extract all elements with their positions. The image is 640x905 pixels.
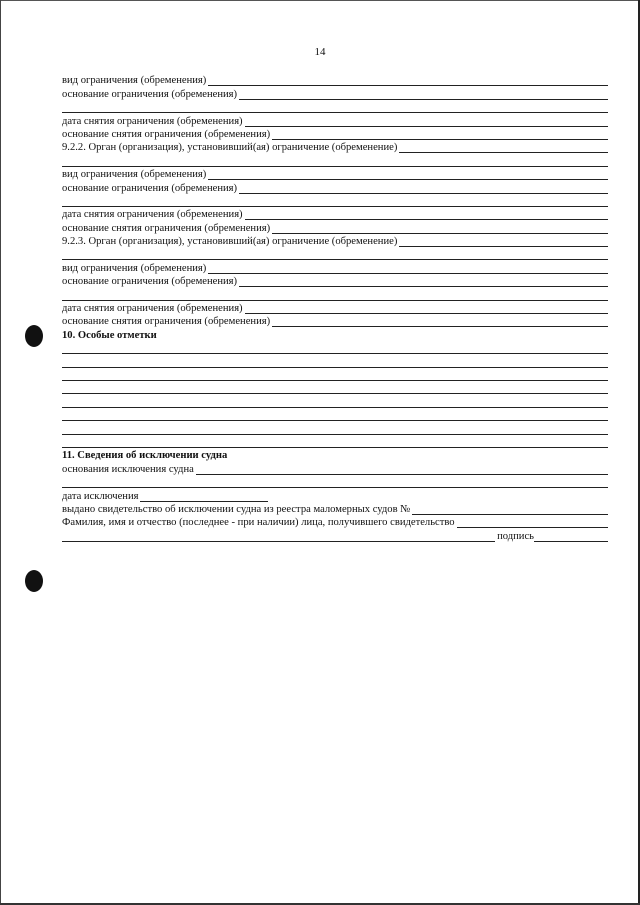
blank-line[interactable] [62, 411, 608, 421]
notes-line [62, 422, 608, 435]
form-row [62, 141, 608, 154]
form-row [62, 503, 608, 516]
form-row [62, 315, 608, 328]
field-label: основание снятия ограничения (обременения) [62, 316, 271, 328]
form-row [62, 195, 608, 208]
blank-line[interactable] [399, 237, 608, 247]
blank-line[interactable] [62, 371, 608, 381]
blank-line[interactable] [62, 358, 608, 368]
blank-line[interactable] [62, 398, 608, 408]
recipient-name-line[interactable] [457, 518, 608, 528]
blank-line[interactable] [208, 264, 608, 274]
blank-line[interactable] [272, 224, 608, 234]
form-row [62, 114, 608, 127]
form-row [62, 87, 608, 100]
form-row [62, 489, 608, 502]
field-label: вид ограничения (обременения) [62, 169, 207, 181]
form-row [62, 476, 608, 489]
signature-label: подпись [497, 530, 534, 542]
blank-line[interactable] [239, 90, 608, 100]
notes-line [62, 409, 608, 422]
blank-line[interactable] [62, 103, 608, 113]
recipient-name-continuation-line[interactable] [62, 532, 495, 542]
notes-line [62, 436, 608, 449]
field-label: 9.2.3. Орган (организация), установивший(ая) ограничение (обременение) [62, 236, 398, 248]
section-10-heading-row [62, 328, 608, 341]
field-label: дата снятия ограничения (обременения) [62, 209, 243, 221]
blank-line[interactable] [62, 157, 608, 167]
exclusion-basis-line[interactable] [196, 465, 608, 475]
form-row [62, 221, 608, 234]
form-row [62, 101, 608, 114]
exclusion-date-line[interactable] [140, 492, 268, 502]
blank-line[interactable] [239, 277, 608, 287]
form-row [62, 275, 608, 288]
field-label: основание ограничения (обременения) [62, 88, 238, 100]
form-row [62, 302, 608, 315]
section-10-title: 10. Особые отметки [62, 329, 157, 341]
blank-line[interactable] [399, 143, 608, 153]
field-label: основания исключения судна [62, 463, 194, 475]
punch-hole [25, 570, 43, 592]
blank-line[interactable] [272, 130, 608, 140]
blank-line[interactable] [245, 210, 608, 220]
signature-line[interactable] [534, 532, 608, 542]
blank-line[interactable] [62, 478, 608, 488]
field-label: дата снятия ограничения (обременения) [62, 303, 243, 315]
field-label: 9.2.2. Орган (организация), установивший(ая) ограничение (обременение) [62, 142, 398, 154]
notes-line [62, 369, 608, 382]
field-label: основание снятия ограничения (обременения) [62, 222, 271, 234]
form-row [62, 235, 608, 248]
section-11-title: 11. Сведения об исключении судна [62, 450, 228, 462]
punch-hole [25, 325, 43, 347]
field-label: вид ограничения (обременения) [62, 262, 207, 274]
form-row [62, 462, 608, 475]
form-row [62, 128, 608, 141]
field-label: дата снятия ограничения (обременения) [62, 115, 243, 127]
form-row [62, 261, 608, 274]
blank-line[interactable] [272, 317, 608, 327]
form-row [62, 74, 608, 87]
notes-line [62, 395, 608, 408]
form-row [62, 288, 608, 301]
form-row [62, 208, 608, 221]
field-label: дата исключения [62, 490, 139, 502]
blank-line[interactable] [62, 384, 608, 394]
field-label: основание ограничения (обременения) [62, 182, 238, 194]
blank-line[interactable] [239, 184, 608, 194]
field-label: вид ограничения (обременения) [62, 75, 207, 87]
blank-line[interactable] [62, 250, 608, 260]
blank-line[interactable] [62, 197, 608, 207]
page-number: 14 [314, 46, 326, 58]
notes-line [62, 382, 608, 395]
certificate-number-line[interactable] [412, 505, 608, 515]
blank-line[interactable] [208, 76, 608, 86]
form-row [62, 154, 608, 167]
blank-line[interactable] [245, 304, 608, 314]
field-label: выдано свидетельство об исключении судна из реестра маломерных судов № [62, 503, 411, 515]
blank-line[interactable] [62, 425, 608, 435]
field-label: Фамилия, имя и отчество (последнее - при наличии) лица, получившего свидетельство [62, 517, 455, 529]
blank-line[interactable] [245, 117, 608, 127]
field-label: основание ограничения (обременения) [62, 276, 238, 288]
form-content [62, 74, 608, 543]
scan-edge-left [0, 0, 1, 905]
form-row [62, 181, 608, 194]
blank-line[interactable] [62, 291, 608, 301]
form-row [62, 248, 608, 261]
section-11-heading-row [62, 449, 608, 462]
field-label: основание снятия ограничения (обременения) [62, 128, 271, 140]
signature-row [62, 529, 608, 542]
scan-edge-top [0, 0, 640, 1]
notes-line [62, 342, 608, 355]
blank-line[interactable] [62, 344, 608, 354]
notes-line [62, 355, 608, 368]
form-row [62, 168, 608, 181]
blank-line[interactable] [62, 438, 608, 448]
form-row [62, 516, 608, 529]
blank-line[interactable] [208, 170, 608, 180]
